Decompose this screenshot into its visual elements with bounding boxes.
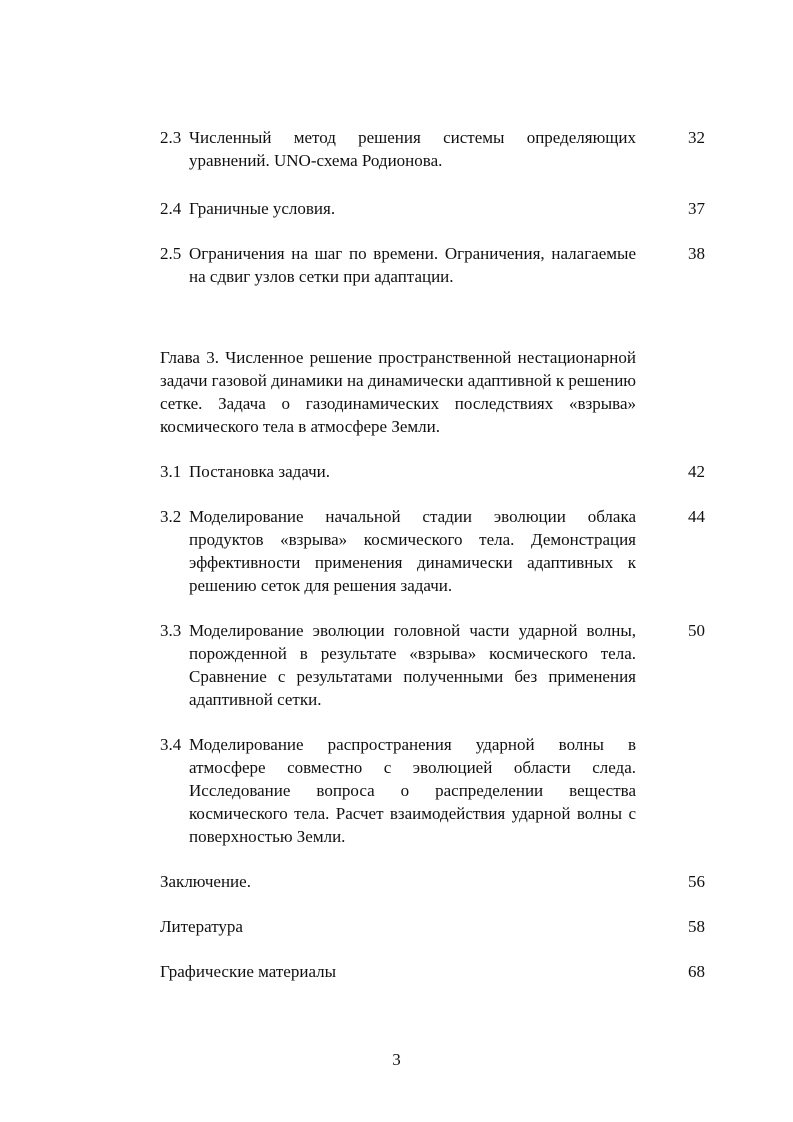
- toc-entry-title: Ограничения на шаг по времени. Ограничения, налагаемые на сдвиг узлов сетки при адаптации.: [189, 244, 636, 286]
- toc-entry-page: 56: [688, 872, 705, 891]
- toc-entry-page: 42: [688, 462, 705, 481]
- toc-entry-number: 2.3: [160, 128, 182, 147]
- toc-entry-title: Граничные условия.: [189, 199, 336, 218]
- toc-entry-conclusion: [160, 870, 705, 893]
- page-number: 3: [392, 1050, 401, 1069]
- toc-entry-3-4: [160, 733, 705, 848]
- toc-chapter-3: [160, 346, 705, 438]
- toc-entry-page: 32: [688, 128, 705, 147]
- toc-entry-title: Численный метод решения системы определяющих уравнений. UNO-схема Родионова.: [189, 128, 636, 170]
- toc-entry-title: Моделирование распространения ударной волны в атмосфере совместно с эволюцией области следа. Исследование вопроса о распределении вещества космического тела. Расчет взаимодействия ударной волны с поверхностью Земли.: [189, 735, 636, 846]
- chapter-title: Глава 3. Численное решение пространственной нестационарной задачи газовой динамики на динамически адаптивной к решению сетке. Задача о газодинамических последствиях «взрыва» космического тела в атмосфере Земли.: [160, 348, 636, 436]
- toc-entry-title: Заключение.: [160, 872, 251, 891]
- toc-entry-page: 37: [688, 199, 705, 218]
- toc-entry-graphics: [160, 960, 705, 983]
- toc-entry-number: 3.4: [160, 735, 182, 754]
- toc-entry-page: 38: [688, 244, 705, 263]
- toc-entry-page: 44: [688, 507, 705, 526]
- toc-entry-title: Моделирование начальной стадии эволюции облака продуктов «взрыва» космического тела. Демонстрация эффективности применения динамически адаптивных к решению сеток для решения задачи.: [189, 507, 636, 595]
- toc-entry-2-4: [160, 197, 705, 220]
- toc-entry-page: 68: [688, 962, 705, 981]
- toc-entry-3-1: [160, 460, 705, 483]
- table-of-contents: [160, 126, 705, 983]
- toc-entry-number: 2.4: [160, 199, 182, 218]
- toc-entry-number: 3.2: [160, 507, 182, 526]
- toc-entry-page: 58: [688, 917, 705, 936]
- toc-entry-2-3: [160, 126, 705, 172]
- toc-entry-title: Моделирование эволюции головной части ударной волны, порожденной в результате «взрыва» космического тела. Сравнение с результатами полученными без применения адаптивной сетки.: [189, 621, 636, 709]
- toc-entry-page: 50: [688, 621, 705, 640]
- toc-entry-title: Постановка задачи.: [189, 462, 331, 481]
- toc-entry-references: [160, 915, 705, 938]
- toc-entry-number: 2.5: [160, 244, 182, 263]
- toc-entry-title: Литература: [160, 917, 243, 936]
- toc-entry-2-5: [160, 242, 705, 288]
- toc-entry-3-3: [160, 619, 705, 711]
- toc-entry-number: 3.1: [160, 462, 182, 481]
- toc-entry-title: Графические материалы: [160, 962, 337, 981]
- toc-entry-number: 3.3: [160, 621, 182, 640]
- toc-entry-3-2: [160, 505, 705, 597]
